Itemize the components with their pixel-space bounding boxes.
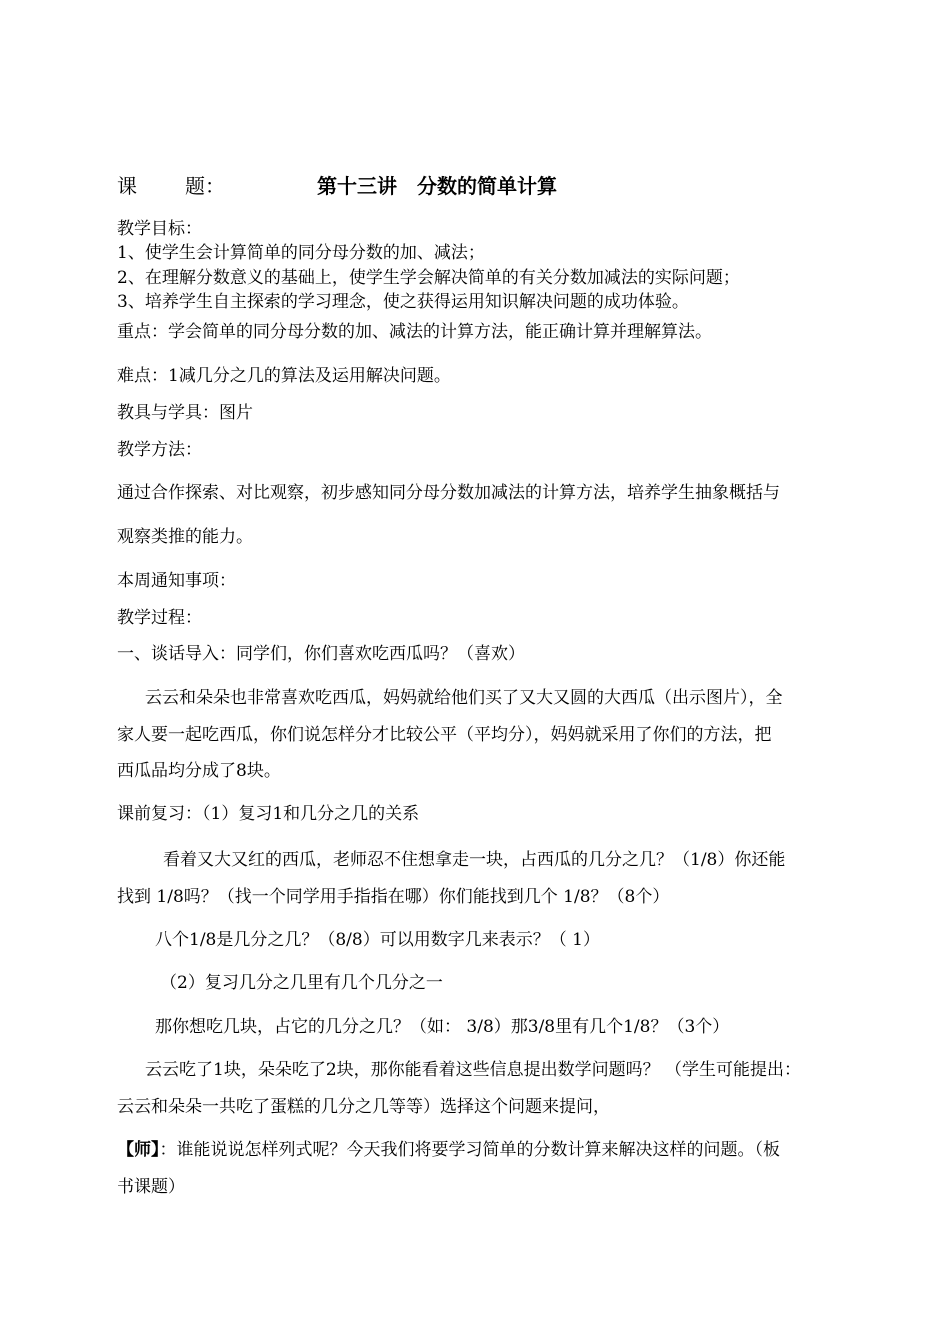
- notice: 本周通知事项：: [117, 571, 236, 591]
- intro-paragraph: 一、谈话导入：同学们，你们喜欢吃西瓜吗？（喜欢）: [117, 644, 525, 664]
- method-heading: 教学方法：: [117, 440, 202, 460]
- review2-line: 那你想吃几块，占它的几分之几？（如： 3/8）那3/8里有几个1/8？（3个）: [155, 1017, 730, 1037]
- method-line-1: 通过合作探索、对比观察，初步感知同分母分数加减法的计算方法，培养学生抽象概括与: [117, 483, 780, 503]
- teacher-line-2: 书课题）: [117, 1177, 185, 1197]
- teacher-text: ：谁能说说怎样列式呢？今天我们将要学习简单的分数计算来解决这样的问题。（板: [159, 1140, 780, 1160]
- review1-line-1: 看着又大又红的西瓜，老师忍不住想拿走一块，占西瓜的几分之几？（1/8）你还能: [163, 850, 786, 870]
- review-heading: 课前复习：（1）复习1和几分之几的关系: [117, 804, 420, 824]
- objective-item-1: 1、使学生会计算简单的同分母分数的加、减法；: [117, 243, 485, 263]
- review1b: 八个1/8是几分之几？（8/8）可以用数字几来表示？（ 1）: [155, 930, 600, 950]
- story-line-2: 家人要一起吃西瓜，你们说怎样分才比较公平（平均分），妈妈就采用了你们的方法，把: [117, 725, 772, 745]
- materials: 教具与学具：图片: [117, 403, 253, 423]
- method-line-2: 观察类推的能力。: [117, 527, 253, 547]
- question-line-2: 云云和朵朵一共吃了蛋糕的几分之几等等）选择这个问题来提问，: [117, 1097, 610, 1117]
- story-line-3: 西瓜品均分成了8块。: [117, 761, 281, 781]
- review2-heading: （2）复习几分之几里有几个几分之一: [160, 973, 443, 993]
- objectives-heading: 教学目标：: [117, 219, 202, 239]
- teacher-line-1: [117, 1139, 780, 1161]
- question-line-1: 云云吃了1块，朵朵吃了2块，那你能看着这些信息提出数学问题吗？ （学生可能提出：: [145, 1060, 802, 1080]
- teacher-tag: 【师】: [117, 1140, 160, 1160]
- lesson-title: 第十三讲 分数的简单计算: [317, 174, 557, 198]
- title-label-part2: 题：: [185, 174, 225, 198]
- story-line-1: 云云和朵朵也非常喜欢吃西瓜，妈妈就给他们买了又大又圆的大西瓜（出示图片），全: [145, 688, 783, 708]
- process-heading: 教学过程：: [117, 608, 202, 628]
- difficulty: 难点：1减几分之几的算法及运用解决问题。: [117, 366, 451, 386]
- review1-line-2: 找到 1/8吗？（找一个同学用手指指在哪）你们能找到几个 1/8？（8个）: [117, 887, 670, 907]
- key-point: 重点：学会简单的同分母分数的加、减法的计算方法，能正确计算并理解算法。: [117, 322, 712, 342]
- title-label-part1: 课: [117, 174, 137, 198]
- objective-item-3: 3、培养学生自主探索的学习理念，使之获得运用知识解决问题的成功体验。: [117, 292, 689, 312]
- objective-item-2: 2、在理解分数意义的基础上，使学生学会解决简单的有关分数加减法的实际问题；: [117, 268, 740, 288]
